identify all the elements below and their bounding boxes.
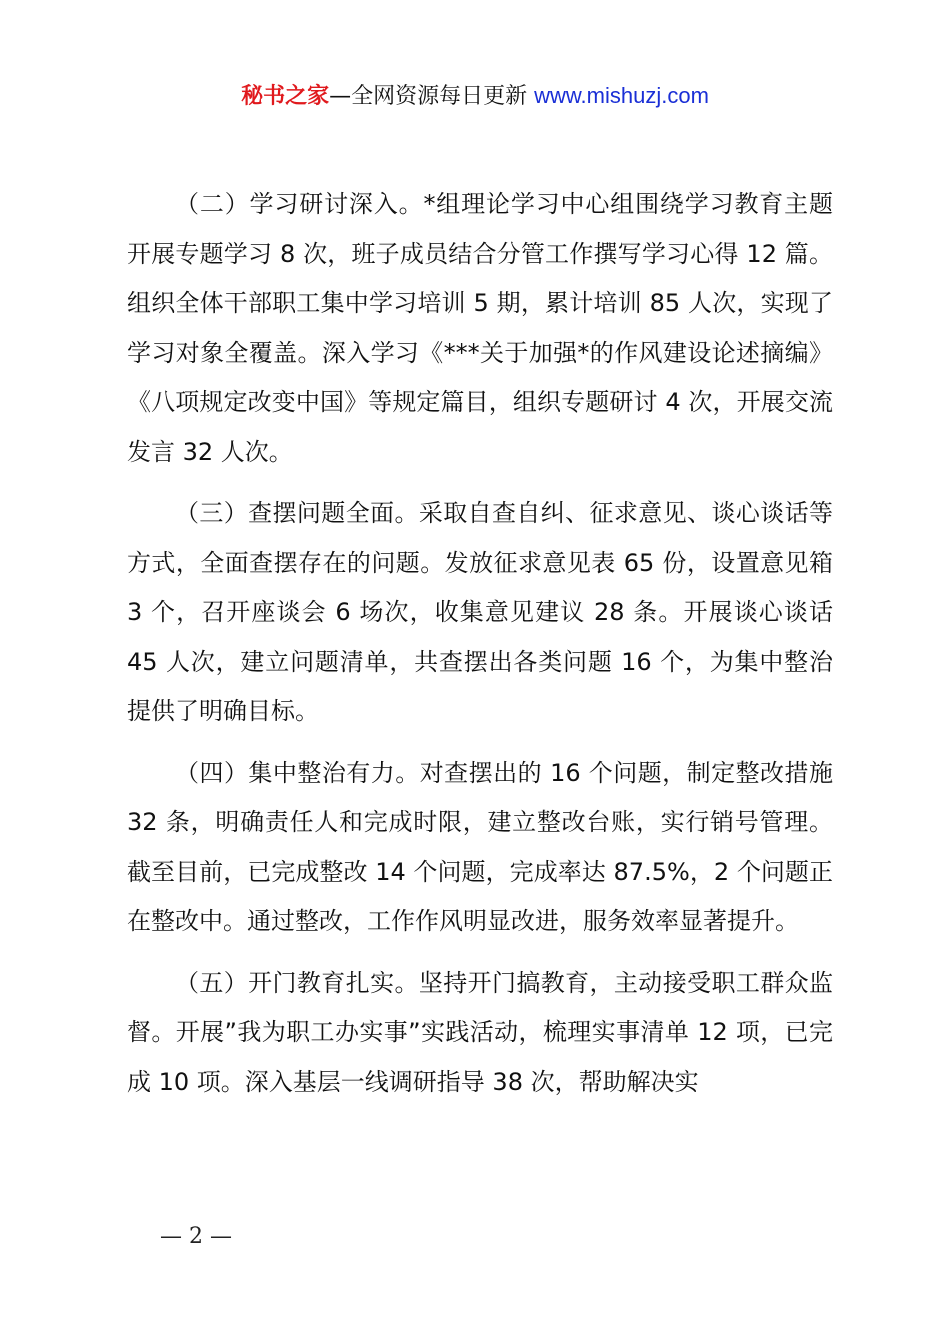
brand-name: 秘书之家 <box>241 84 330 109</box>
paragraph-open-education: （五）开门教育扎实。坚持开门搞教育，主动接受职工群众监督。开展”我为职工办实事”实践活动，梳理实事清单 12 项，已完成 10 项。深入基层一线调研指导 38 次，帮助解决实 <box>127 968 833 1096</box>
header-url: www.mishuzj.com <box>534 83 709 108</box>
document-body <box>127 180 833 1119</box>
header-dash: — <box>329 84 352 109</box>
site-watermark-header <box>0 80 950 113</box>
paragraph-study: （二）学习研讨深入。*组理论学习中心组围绕学习教育主题开展专题学习 8 次，班子成员结合分管工作撰写学习心得 12 篇。组织全体干部职工集中学习培训 5 期，累计培训 85 人次，实现了学习对象全覆盖。深入学习《***关于加强*的作风建设论述摘编》《八项规定改变中国》等规定篇目，组织专题研讨 4 次，开展交流发言 32 人次。 <box>127 190 833 466</box>
paragraph-problems: （三）查摆问题全面。采取自查自纠、征求意见、谈心谈话等方式，全面查摆存在的问题。发放征求意见表 65 份，设置意见箱 3 个，召开座谈会 6 场次，收集意见建议 28 条。开展谈心谈话 45 人次，建立问题清单，共查摆出各类问题 16 个，为集中整治提供了明确目标。 <box>127 499 833 725</box>
page-number: — 2 — <box>160 1224 232 1249</box>
header-tagline: 全网资源每日更新 <box>351 84 528 109</box>
paragraph-rectification: （四）集中整治有力。对查摆出的 16 个问题，制定整改措施 32 条，明确责任人和完成时限，建立整改台账，实行销号管理。截至目前，已完成整改 14 个问题，完成率达 87.5%，2 个问题正在整改中。通过整改，工作作风明显改进，服务效率显著提升。 <box>127 758 833 935</box>
